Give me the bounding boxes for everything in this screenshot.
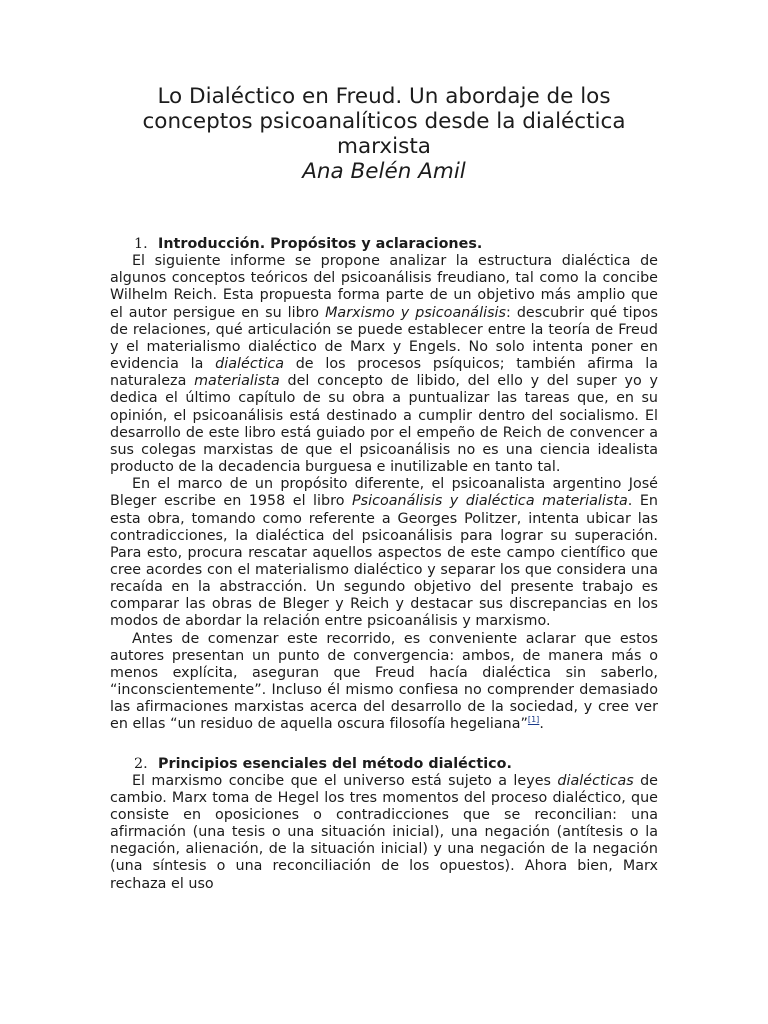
- paragraph-text: Antes de comenzar este recorrido, es conveniente aclarar que estos autores presentan un punto de convergencia: ambos, de manera más o menos explícita, aseguran que Freud hacía dialéctica sin saberlo, “inconscientemente”. Incluso él mismo confiesa no comprender demasiado las afirmaciones marxistas acerca del desarrollo de la sociedad, y cree ver en ellas “un residuo de aquella oscura filosofía hegeliana”: [110, 630, 658, 733]
- section-number: 1.: [134, 236, 148, 252]
- emphasis-text: dialéctica: [215, 356, 284, 373]
- paragraph-text: En el marco de un propósito diferente, el psicoanalista argentino José Bleger escribe en 1958 el libro: [110, 476, 658, 510]
- emphasis-text: dialécticas: [557, 772, 634, 789]
- paragraph-text: El marxismo concibe que el universo está sujeto a leyes: [132, 772, 558, 789]
- title-block: [100, 84, 668, 184]
- book-title-emphasis: Marxismo y psicoanálisis: [325, 304, 506, 321]
- document-body: [110, 236, 658, 893]
- section-heading: [110, 236, 658, 253]
- emphasis-text: materialista: [194, 373, 280, 390]
- paragraph: [110, 631, 658, 734]
- paragraph: [110, 773, 658, 893]
- footnote-link[interactable]: [1]: [527, 715, 540, 725]
- paragraph-text: de cambio. Marx toma de Hegel los tres momentos del proceso dialéctico, que consiste en oposiciones o contradicciones que se reconcilian: una afirmación (una tesis o una situación inicial), una negación (antítesis o la negación, alienación, de la situación inicial) y una negación de la negación (una síntesis o una reconciliación de los opuestos). Ahora bien, Marx rechaza el uso: [110, 772, 658, 892]
- paragraph: [110, 476, 658, 630]
- paragraph-text: de los procesos psíquicos; también afirma la naturaleza: [110, 356, 658, 390]
- section-number: 2.: [134, 755, 148, 772]
- paragraph-text: .: [539, 716, 544, 733]
- paragraph-text: del concepto de libido, del ello y del super yo y dedica el último capítulo de su obra a puntualizar las tareas que, en su opinión, el psicoanálisis está destinado a cumplir dentro del socialismo. El desarrollo de este libro está guiado por el empeño de Reich de convencer a sus colegas marxistas de que el psicoanálisis no es una ciencia idealista producto de la decadencia burguesa e inutilizable en tanto tal.: [110, 373, 658, 476]
- paragraph-text: . En esta obra, tomando como referente a Georges Politzer, intenta ubicar las contradicciones, la dialéctica del psicoanálisis para lograr su superación. Para esto, procura rescatar aquellos aspectos de este campo científico que cree acordes con el materialismo dialéctico y separar los que considera una recaída en la abstracción. Un segundo objetivo del presente trabajo es comparar las obras de Bleger y Reich y destacar sus discrepancias en los modos de abordar la relación entre psicoanálisis y marxismo.: [110, 493, 658, 630]
- document-author: Ana Belén Amil: [302, 159, 466, 184]
- section-heading-text: Principios esenciales del método dialéctico.: [158, 755, 512, 772]
- document-title: Lo Dialéctico en Freud. Un abordaje de los conceptos psicoanalíticos desde la dialéctica marxista: [142, 84, 626, 159]
- section-heading-text: Introducción. Propósitos y aclaraciones.: [158, 236, 483, 252]
- paragraph-text: : descubrir qué tipos de relaciones, qué articulación se puede establecer entre la teoría de Freud y el materialismo dialéctico de Marx y Engels. No solo intenta poner en evidencia la: [110, 304, 658, 373]
- paragraph-text: El siguiente informe se propone analizar la estructura dialéctica de algunos conceptos teóricos del psicoanálisis freudiano, tal como la concibe Wilhelm Reich. Esta propuesta forma parte de un objetivo más amplio que el autor persigue en su libro: [110, 253, 658, 321]
- section-heading: [110, 756, 658, 773]
- book-title-emphasis: Psicoanálisis y dialéctica materialista: [351, 493, 628, 510]
- paragraph: [110, 253, 658, 476]
